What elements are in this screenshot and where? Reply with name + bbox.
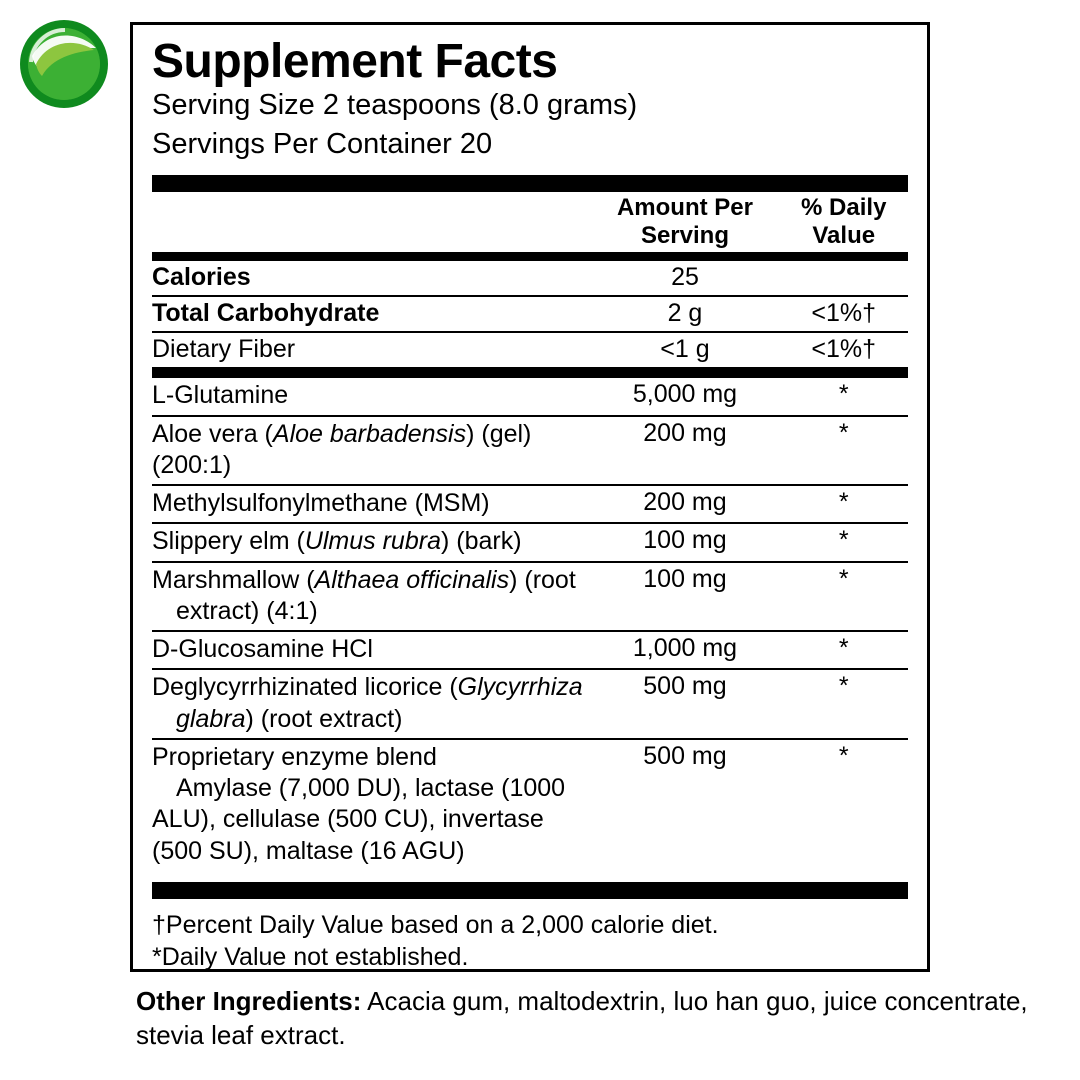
ingredient-amount: 100 mg [590, 562, 779, 632]
divider-thick-top [152, 175, 908, 192]
table-row [152, 669, 908, 739]
nutrients-table [152, 261, 908, 369]
servings-per-container-line: Servings Per Container 20 [152, 127, 493, 160]
table-row [152, 261, 908, 296]
ingredient-amount: 1,000 mg [590, 631, 779, 669]
ingredient-daily-value: * [779, 378, 908, 415]
header-daily-value [779, 192, 908, 252]
ingredient-amount: 100 mg [590, 523, 779, 561]
page-title: Supplement Facts [152, 35, 558, 88]
ingredient-name: Methylsulfonylmethane (MSM) [152, 485, 590, 523]
divider-medium-mid [152, 369, 908, 378]
supplement-facts-panel [130, 22, 930, 974]
nutrient-name: Total Carbohydrate [152, 296, 590, 332]
table-row [152, 562, 908, 632]
table-row [152, 485, 908, 523]
ingredient-name: Slippery elm (Ulmus rubra) (bark) [152, 523, 590, 561]
ingredient-daily-value: * [838, 741, 849, 770]
ingredient-name: Deglycyrrhizinated licorice (Glycyrrhiza glabra) (root extract) [152, 669, 590, 739]
header-amount-line2: Serving [640, 221, 729, 249]
brand-leaf-logo-icon [18, 18, 110, 110]
ingredient-daily-value: * [779, 669, 908, 739]
divider-medium-under-header [152, 252, 908, 261]
divider-thick-bottom [152, 882, 908, 899]
ingredient-amount: 200 mg [590, 416, 779, 486]
table-row [152, 332, 908, 368]
table-row [152, 523, 908, 561]
ingredients-table [152, 378, 908, 870]
header-dv-line2: Value [812, 221, 876, 249]
facts-header-table [152, 192, 908, 252]
ingredient-name: L-Glutamine [152, 378, 590, 415]
nutrient-amount: 2 g [590, 296, 779, 332]
ingredient-daily-value: * [779, 523, 908, 561]
nutrient-amount: 25 [590, 261, 779, 296]
nutrient-amount: <1 g [590, 332, 779, 368]
ingredient-name: Aloe vera (Aloe barbadensis) (gel) (200:1) [152, 416, 590, 486]
table-row [152, 378, 908, 415]
ingredient-amount: 500 mg [590, 669, 779, 739]
ingredient-daily-value: * [779, 416, 908, 486]
header-amount-line1: Amount Per [616, 194, 753, 222]
serving-size-line: Serving Size 2 teaspoons (8.0 grams) [152, 89, 638, 121]
ingredient-daily-value: * [779, 485, 908, 523]
footnote-not-established: *Daily Value not established. [152, 943, 469, 972]
ingredient-amount: 5,000 mg [590, 378, 779, 415]
table-row [152, 296, 908, 332]
header-amount-per-serving [590, 192, 779, 252]
ingredient-name: Proprietary enzyme blend Amylase (7,000 DU), lactase (1000 ALU), cellulase (500 CU), invertase (500 SU), maltase (16 AGU) [152, 742, 566, 865]
other-ingredients-text: Acacia gum, maltodextrin, luo han guo, juice concentrate, stevia leaf extract. [136, 986, 1028, 1050]
table-row [152, 631, 908, 669]
ingredient-name: D-Glucosamine HCl [152, 631, 590, 669]
nutrient-daily-value: <1%† [779, 332, 908, 368]
other-ingredients [136, 985, 1066, 1053]
nutrient-daily-value: <1%† [779, 296, 908, 332]
nutrient-daily-value [779, 261, 908, 296]
nutrient-name: Calories [152, 261, 590, 296]
ingredient-daily-value: * [779, 631, 908, 669]
ingredient-amount: 500 mg [643, 741, 727, 770]
ingredient-name: Marshmallow (Althaea officinalis) (root extract) (4:1) [152, 562, 590, 632]
other-ingredients-heading: Other Ingredients: [136, 986, 362, 1016]
table-row [152, 739, 908, 870]
header-dv-line1: % Daily [801, 194, 887, 222]
nutrient-name: Dietary Fiber [152, 332, 590, 368]
footnote-daily-value: †Percent Daily Value based on a 2,000 calorie diet. [152, 910, 719, 939]
footnotes [152, 909, 908, 974]
ingredient-amount: 200 mg [590, 485, 779, 523]
header-blank [152, 192, 590, 252]
ingredient-daily-value: * [779, 562, 908, 632]
table-row [152, 416, 908, 486]
